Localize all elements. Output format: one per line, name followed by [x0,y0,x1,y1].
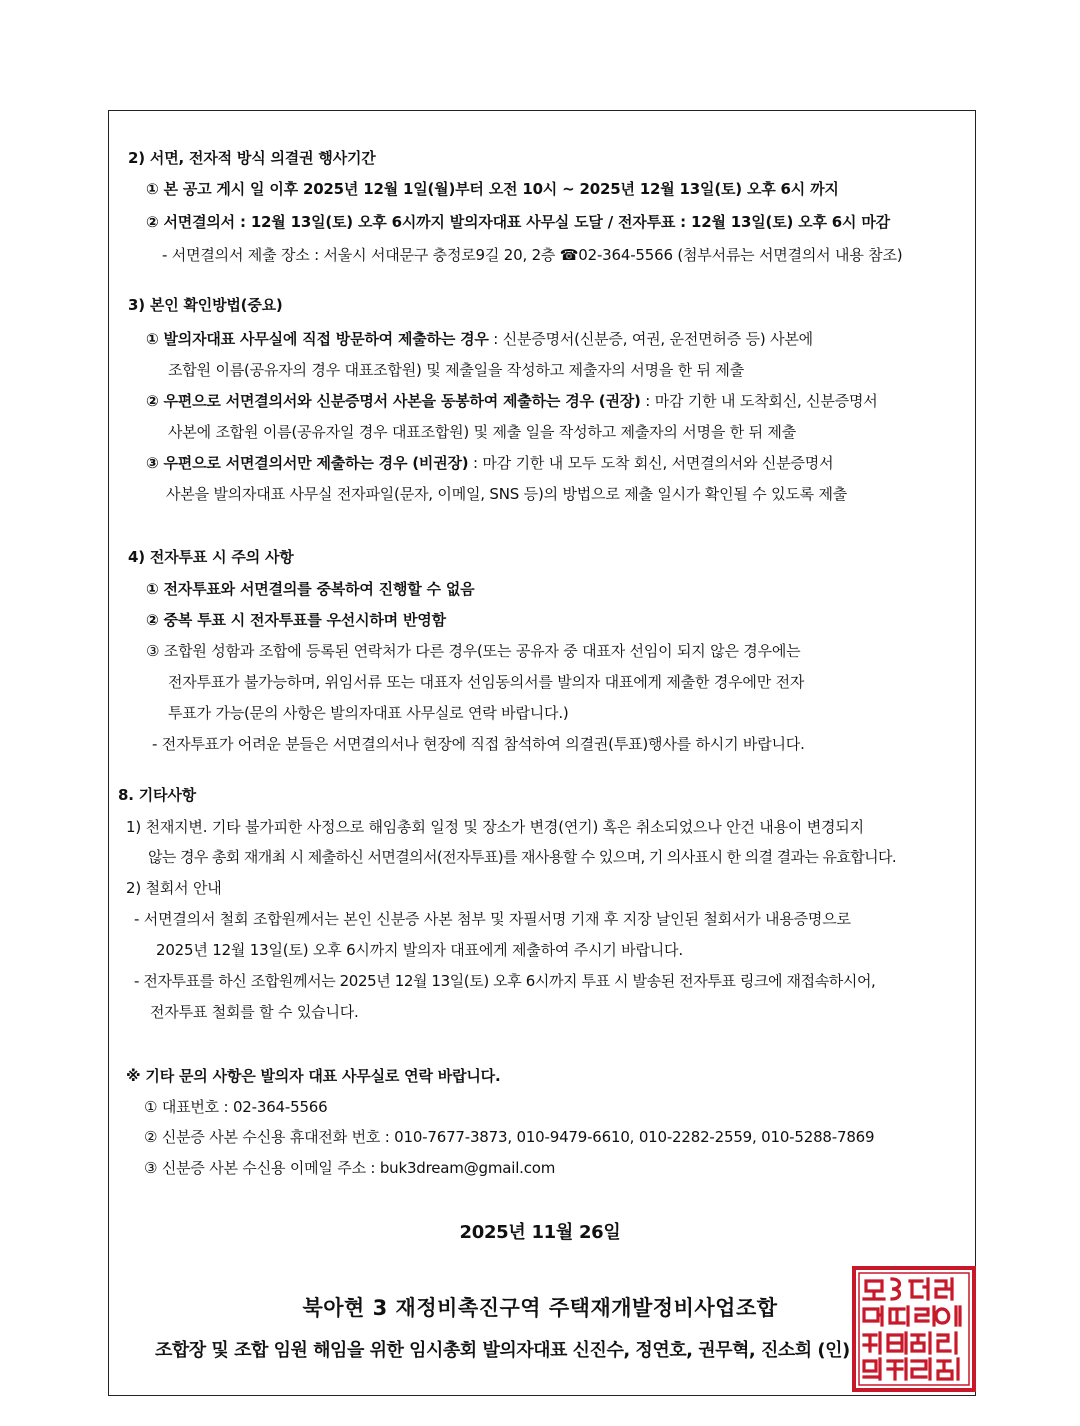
section-4-item-1: ① 전자투표와 서면결의를 중복하여 진행할 수 없음 [146,580,475,598]
section-8-withdraw-written-line-2: 2025년 12월 13일(토) 오후 6시까지 발의자 대표에게 제출하여 주시기 바랍니다. [156,941,683,959]
section-8-para-1: 1) 천재지변. 기타 불가피한 사정으로 해임총회 일정 및 장소가 변경(연기) 혹은 취소되었으나 안건 내용이 변경되지 [126,818,864,836]
contact-phone: ① 대표번호 : 02-364-5566 [144,1098,328,1116]
section-4-note: - 전자투표가 어려운 분들은 서면결의서나 현장에 직접 참석하여 의결권(투표)행사를 하시기 바랍니다. [152,735,805,753]
section-8-withdraw-written: - 서면결의서 철회 조합원께서는 본인 신분증 사본 첨부 및 자필서명 기재 후 지장 날인된 철회서가 내용증명으로 [134,910,851,928]
section-3-item-3-rest: : 마감 기한 내 모두 도착 회신, 서면결의서와 신분증명서 [468,454,834,472]
organization-name: 북아현 3 재정비촉진구역 주택재개발정비사업조합 [302,1296,778,1320]
signers-line: 조합장 및 조합 임원 해임을 위한 임시총회 발의자대표 신진수, 정연호, 권무혁, 진소희 (인) [155,1340,850,1361]
section-3-item-2-bold: ② 우편으로 서면결의서와 신분증명서 사본을 동봉하여 제출하는 경우 (권장) [146,392,641,410]
official-seal-graphic [850,1265,978,1393]
section-3-item-1-rest: : 신분증명서(신분증, 여권, 운전면허증 등) 사본에 [488,330,813,348]
section-8-para-1-line-2: 않는 경우 총회 재개최 시 제출하신 서면결의서(전자투표)를 재사용할 수 있으며, 기 의사표시 한 의결 결과는 유효합니다. [148,848,897,866]
section-3-item-1-line-2: 조합원 이름(공유자의 경우 대표조합원) 및 제출일을 작성하고 제출자의 서명을 한 뒤 제출 [168,361,744,379]
contact-mobile-numbers: ② 신분증 사본 수신용 휴대전화 번호 : 010-7677-3873, 010-9479-6610, 010-2282-2559, 010-5288-7869 [144,1128,875,1146]
section-4-item-3: ③ 조합원 성함과 조합에 등록된 연락처가 다른 경우(또는 공유자 중 대표자 선임이 되지 않은 경우에는 [146,642,801,660]
section-3-item-2-line-2: 사본에 조합원 이름(공유자일 경우 대표조합원) 및 제출 일을 작성하고 제출자의 서명을 한 뒤 제출 [168,423,797,441]
section-4-item-3-line-2: 전자투표가 불가능하며, 위임서류 또는 대표자 선임동의서를 발의자 대표에게 제출한 경우에만 전자 [168,673,805,691]
section-3-item-3-bold: ③ 우편으로 서면결의서만 제출하는 경우 (비권장) [146,454,469,472]
section-2-item-1: ① 본 공고 게시 일 이후 2025년 12월 1일(월)부터 오전 10시 ~ 2025년 12월 13일(토) 오후 6시 까지 [146,180,839,198]
contact-title: ※ 기타 문의 사항은 발의자 대표 사무실로 연락 바랍니다. [126,1067,501,1085]
section-4-title: 4) 전자투표 시 주의 사항 [128,548,294,566]
section-3-item-1 [146,329,813,349]
section-3-item-3-line-2: 사본을 발의자대표 사무실 전자파일(문자, 이메일, SNS 등)의 방법으로 제출 일시가 확인될 수 있도록 제출 [166,485,848,503]
section-2-title: 2) 서면, 전자적 방식 의결권 행사기간 [128,149,376,167]
section-3-item-2-rest: : 마감 기한 내 도착회신, 신분증명서 [640,392,878,410]
section-2-place: - 서면결의서 제출 장소 : 서울시 서대문구 충정로9길 20, 2층 ☎02-364-5566 (첨부서류는 서면결의서 내용 참조) [162,246,903,264]
section-8-withdraw-electronic-line-2: 전자투표 철회를 할 수 있습니다. [150,1003,359,1021]
official-seal [850,1265,978,1393]
contact-email: ③ 신분증 사본 수신용 이메일 주소 : buk3dream@gmail.com [144,1159,556,1177]
section-8-withdraw-electronic: - 전자투표를 하신 조합원께서는 2025년 12월 13일(토) 오후 6시까지 투표 시 발송된 전자투표 링크에 재접속하시어, [134,972,876,990]
section-8-para-2-title: 2) 철회서 안내 [126,879,222,897]
document-date: 2025년 11월 26일 [459,1222,621,1243]
section-4-item-3-line-3: 투표가 가능(문의 사항은 발의자대표 사무실로 연락 바랍니다.) [168,704,569,722]
section-3-item-2 [146,391,878,411]
section-8-title: 8. 기타사항 [118,786,196,804]
section-2-item-2: ② 서면결의서 : 12월 13일(토) 오후 6시까지 발의자대표 사무실 도달 / 전자투표 : 12월 13일(토) 오후 6시 마감 [146,213,890,231]
section-3-item-1-bold: ① 발의자대표 사무실에 직접 방문하여 제출하는 경우 [146,330,489,348]
section-3-item-3 [146,453,833,473]
section-3-title: 3) 본인 확인방법(중요) [128,296,283,314]
section-4-item-2: ② 중복 투표 시 전자투표를 우선시하며 반영함 [146,611,446,629]
